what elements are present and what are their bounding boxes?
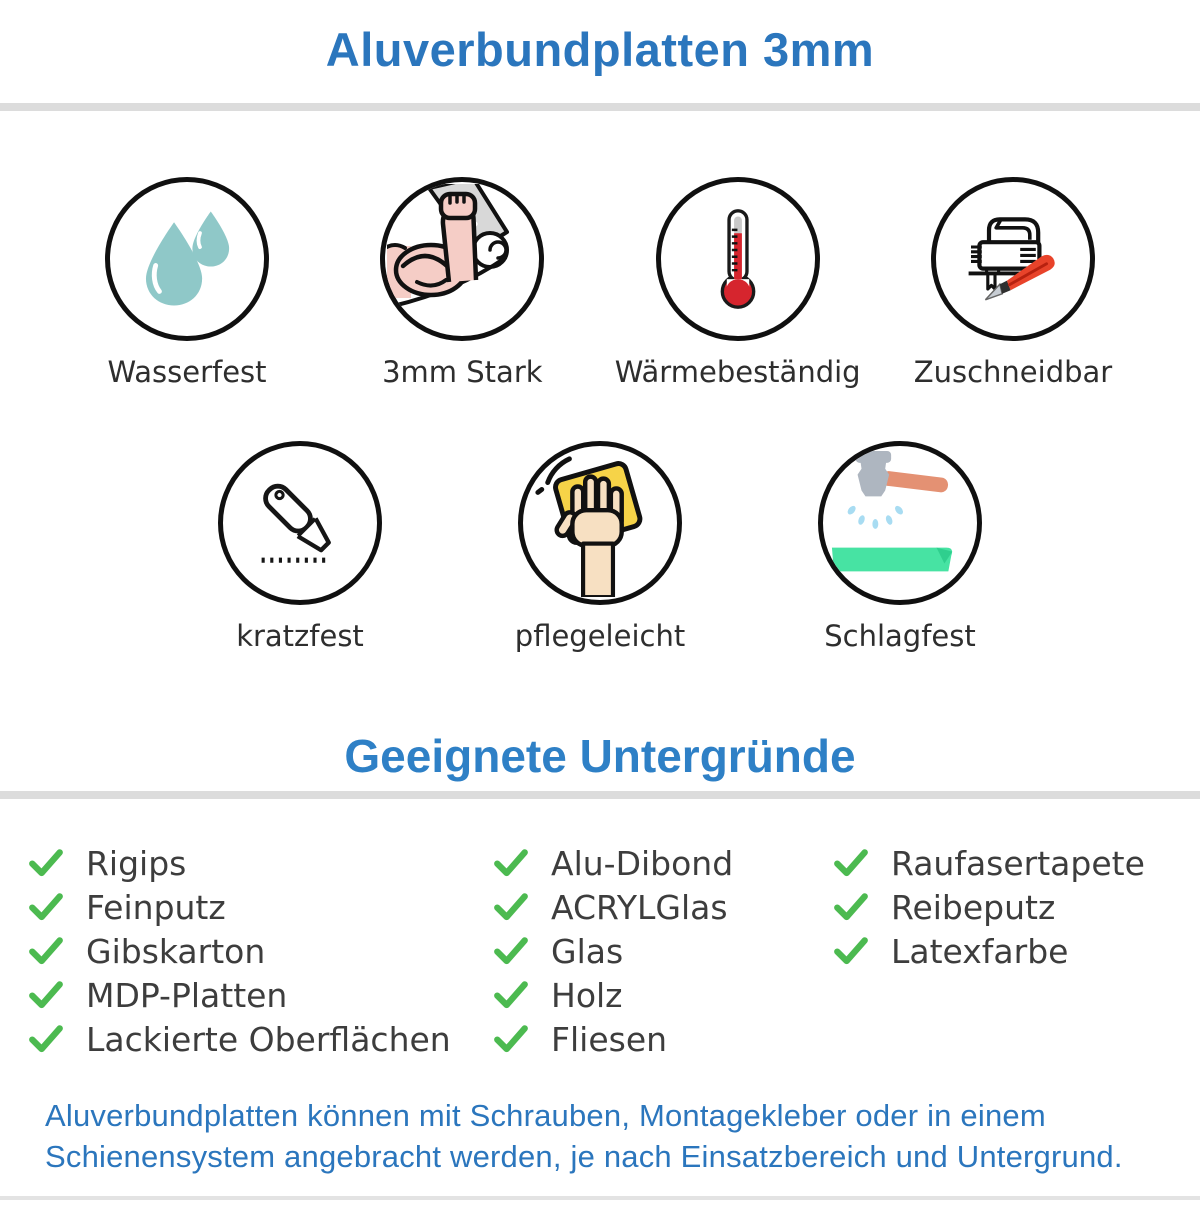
jigsaw-and-cutter-icon <box>931 177 1095 341</box>
hammer-impact-icon <box>818 441 982 605</box>
check-icon <box>28 848 64 878</box>
features-row-2 <box>0 441 1200 653</box>
bottom-divider <box>0 1196 1200 1200</box>
check-icon <box>28 1024 64 1054</box>
list-item <box>28 973 493 1017</box>
top-divider <box>0 103 1200 111</box>
wiping-hand-cloth-icon <box>518 441 682 605</box>
check-icon <box>28 980 64 1010</box>
flexed-arm-panel-roll-icon <box>380 177 544 341</box>
check-icon <box>493 848 529 878</box>
feature-label: Wärmebeständig <box>615 355 861 389</box>
water-drops-icon <box>105 177 269 341</box>
item-label: Alu-Dibond <box>551 844 733 883</box>
item-label: Latexfarbe <box>891 932 1068 971</box>
feature-label: pflegeleicht <box>515 619 685 653</box>
item-label: MDP-Platten <box>86 976 287 1015</box>
thermometer-icon <box>656 177 820 341</box>
list-item <box>493 885 833 929</box>
features-row-1 <box>0 177 1200 389</box>
list-item <box>493 973 833 1017</box>
list-item <box>28 929 493 973</box>
list-item <box>493 929 833 973</box>
list-item <box>833 841 1190 885</box>
list-item <box>28 1017 493 1061</box>
checklist-column-3 <box>833 841 1190 1061</box>
checklist-column-2 <box>493 841 833 1061</box>
utility-knife-icon <box>218 441 382 605</box>
list-item <box>833 885 1190 929</box>
item-label: Gibskarton <box>86 932 265 971</box>
list-item <box>833 929 1190 973</box>
item-label: Feinputz <box>86 888 226 927</box>
item-label: Glas <box>551 932 623 971</box>
feature-label: 3mm Stark <box>382 355 542 389</box>
item-label: Rigips <box>86 844 186 883</box>
checklist-column-1 <box>28 841 493 1061</box>
section-title-untergruende: Geeignete Untergründe <box>0 729 1200 783</box>
feature-label: kratzfest <box>236 619 364 653</box>
list-item <box>28 841 493 885</box>
feature-wasserfest <box>52 177 322 389</box>
check-icon <box>493 980 529 1010</box>
mounting-note-line-1: Aluverbundplatten können mit Schrauben, Montagekleber oder in einem <box>45 1095 1200 1136</box>
list-item <box>493 841 833 885</box>
list-item <box>493 1017 833 1061</box>
substrate-checklist <box>0 841 1200 1061</box>
feature-kratzfest <box>150 441 450 653</box>
check-icon <box>833 892 869 922</box>
feature-3mm-stark <box>327 177 597 389</box>
mounting-note <box>0 1095 1200 1177</box>
item-label: Fliesen <box>551 1020 667 1059</box>
feature-zuschneidbar <box>878 177 1148 389</box>
item-label: Lackierte Oberflächen <box>86 1020 451 1059</box>
feature-label: Zuschneidbar <box>914 355 1112 389</box>
check-icon <box>833 936 869 966</box>
mounting-note-line-2: Schienensystem angebracht werden, je nach Einsatzbereich und Untergrund. <box>45 1136 1200 1177</box>
feature-schlagfest <box>750 441 1050 653</box>
check-icon <box>493 892 529 922</box>
item-label: Reibeputz <box>891 888 1055 927</box>
page-title: Aluverbundplatten 3mm <box>0 22 1200 77</box>
check-icon <box>28 892 64 922</box>
item-label: Holz <box>551 976 623 1015</box>
check-icon <box>28 936 64 966</box>
feature-label: Wasserfest <box>107 355 266 389</box>
section-divider <box>0 791 1200 799</box>
list-item <box>28 885 493 929</box>
check-icon <box>833 848 869 878</box>
feature-label: Schlagfest <box>824 619 976 653</box>
check-icon <box>493 1024 529 1054</box>
check-icon <box>493 936 529 966</box>
feature-waermebestaendig <box>603 177 873 389</box>
item-label: ACRYLGlas <box>551 888 728 927</box>
item-label: Raufasertapete <box>891 844 1145 883</box>
feature-pflegeleicht <box>450 441 750 653</box>
